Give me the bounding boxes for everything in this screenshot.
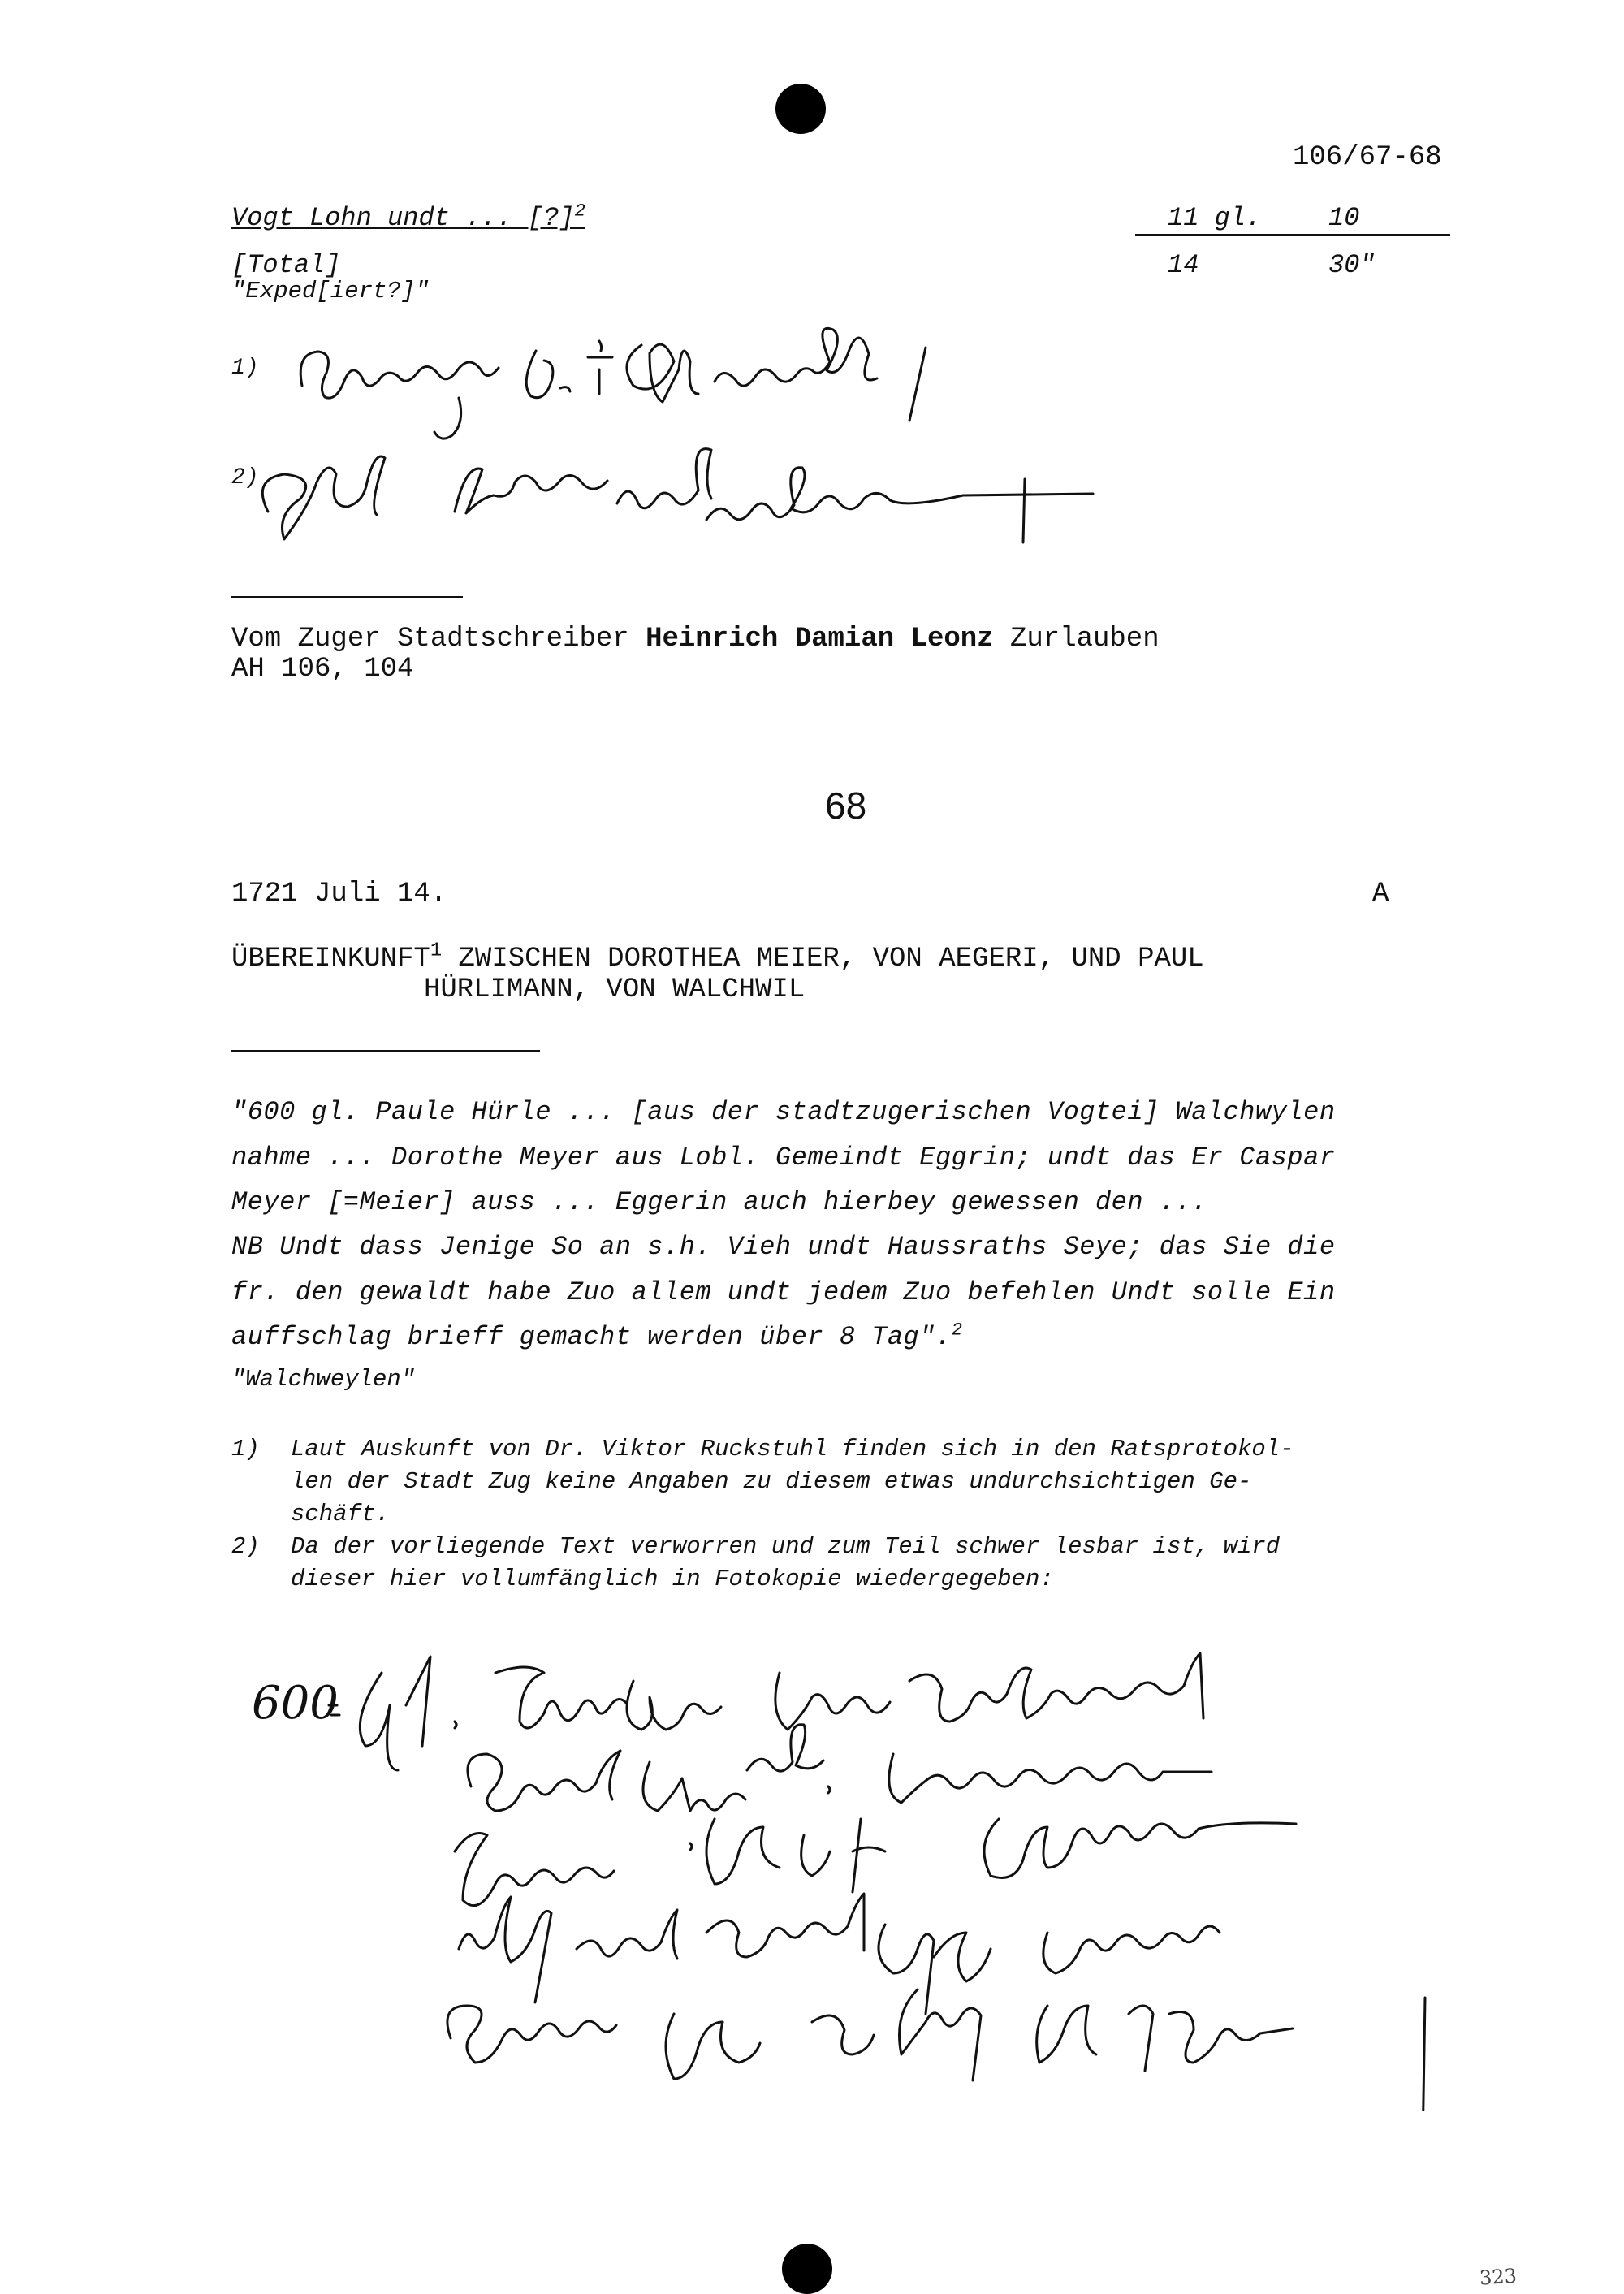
body-line-4: NB Undt dass Jenige So an s.h. Vieh undt Haussraths Seye; das Sie die [231, 1232, 1336, 1262]
facsimile-marker-2: 2) [231, 465, 259, 490]
page-corner-mark: 323 [1479, 2264, 1518, 2290]
title-part-1: ÜBEREINKUNFT [231, 944, 430, 974]
version-mark: A [1372, 879, 1389, 909]
exped-label: "Exped[iert?]" [231, 278, 430, 305]
source-line-2: AH 106, 104 [231, 654, 414, 685]
title-part-2: ZWISCHEN DOROTHEA MEIER, VON AEGERI, UND PAUL [458, 944, 1204, 974]
body-line-2: nahme ... Dorothe Meyer aus Lobl. Gemeindt Eggrin; undt das Er Caspar [231, 1143, 1336, 1173]
title-footnote-ref: 1 [430, 940, 443, 962]
facsimile-marker-1: 1) [231, 356, 259, 381]
facsimile-amount: 600 [252, 1677, 339, 1730]
footnote-2-marker: 2) [231, 1533, 260, 1560]
source-prefix: Vom Zuger Stadtschreiber [231, 624, 629, 655]
footnote-1-line-1: Laut Auskunft von Dr. Viktor Ruckstuhl finden sich in den Ratsprotokol- [291, 1436, 1294, 1462]
source-suffix: Zurlauben [1009, 624, 1160, 655]
amount-row2-b: 30" [1328, 250, 1376, 280]
footnote-1-marker: 1) [231, 1436, 260, 1462]
footnote-2-line-1: Da der vorliegende Text verworren und zum Teil schwer lesbar ist, wird [291, 1533, 1281, 1560]
source-author: Heinrich Damian Leonz [646, 624, 994, 655]
walch-note: "Walchweylen" [231, 1366, 416, 1393]
document-title-line-2: HÜRLIMANN, VON WALCHWIL [424, 974, 806, 1005]
footnote-1-line-3: schäft. [291, 1501, 390, 1527]
footnote-1-line-2: len der Stadt Zug keine Angaben zu diesem etwas undurchsichtigen Ge- [291, 1468, 1252, 1495]
amount-row1-a: 11 gl. [1168, 203, 1262, 233]
vogt-footnote-ref: 2 [574, 200, 585, 222]
document-number: 68 [825, 784, 867, 827]
body-line-1: "600 gl. Paule Hürle ... [aus der stadtzugerischen Vogtei] Walchwylen [231, 1097, 1336, 1127]
reference-number: 106/67-68 [1293, 142, 1442, 173]
vogt-text: Vogt Lohn undt ... [?] [231, 203, 575, 233]
document-date: 1721 Juli 14. [231, 879, 447, 909]
footnote-2-line-2: dieser hier vollumfänglich in Fotokopie wiedergegeben: [291, 1566, 1054, 1592]
total-label: [Total] [231, 250, 341, 280]
body-line-5: fr. den gewaldt habe Zuo allem undt jedem Zuo befehlen Undt solle Ein [231, 1277, 1336, 1307]
amount-row2-a: 14 [1168, 250, 1199, 280]
body-line-6-text: auffschlag brieff gemacht werden über 8 Tag". [231, 1322, 952, 1352]
body-footnote-ref: 2 [951, 1319, 963, 1341]
punch-hole-bottom [782, 2244, 832, 2294]
amount-row1-b: 10 [1328, 203, 1360, 233]
body-line-3: Meyer [=Meier] auss ... Eggerin auch hierbey gewessen den ... [231, 1187, 1207, 1217]
